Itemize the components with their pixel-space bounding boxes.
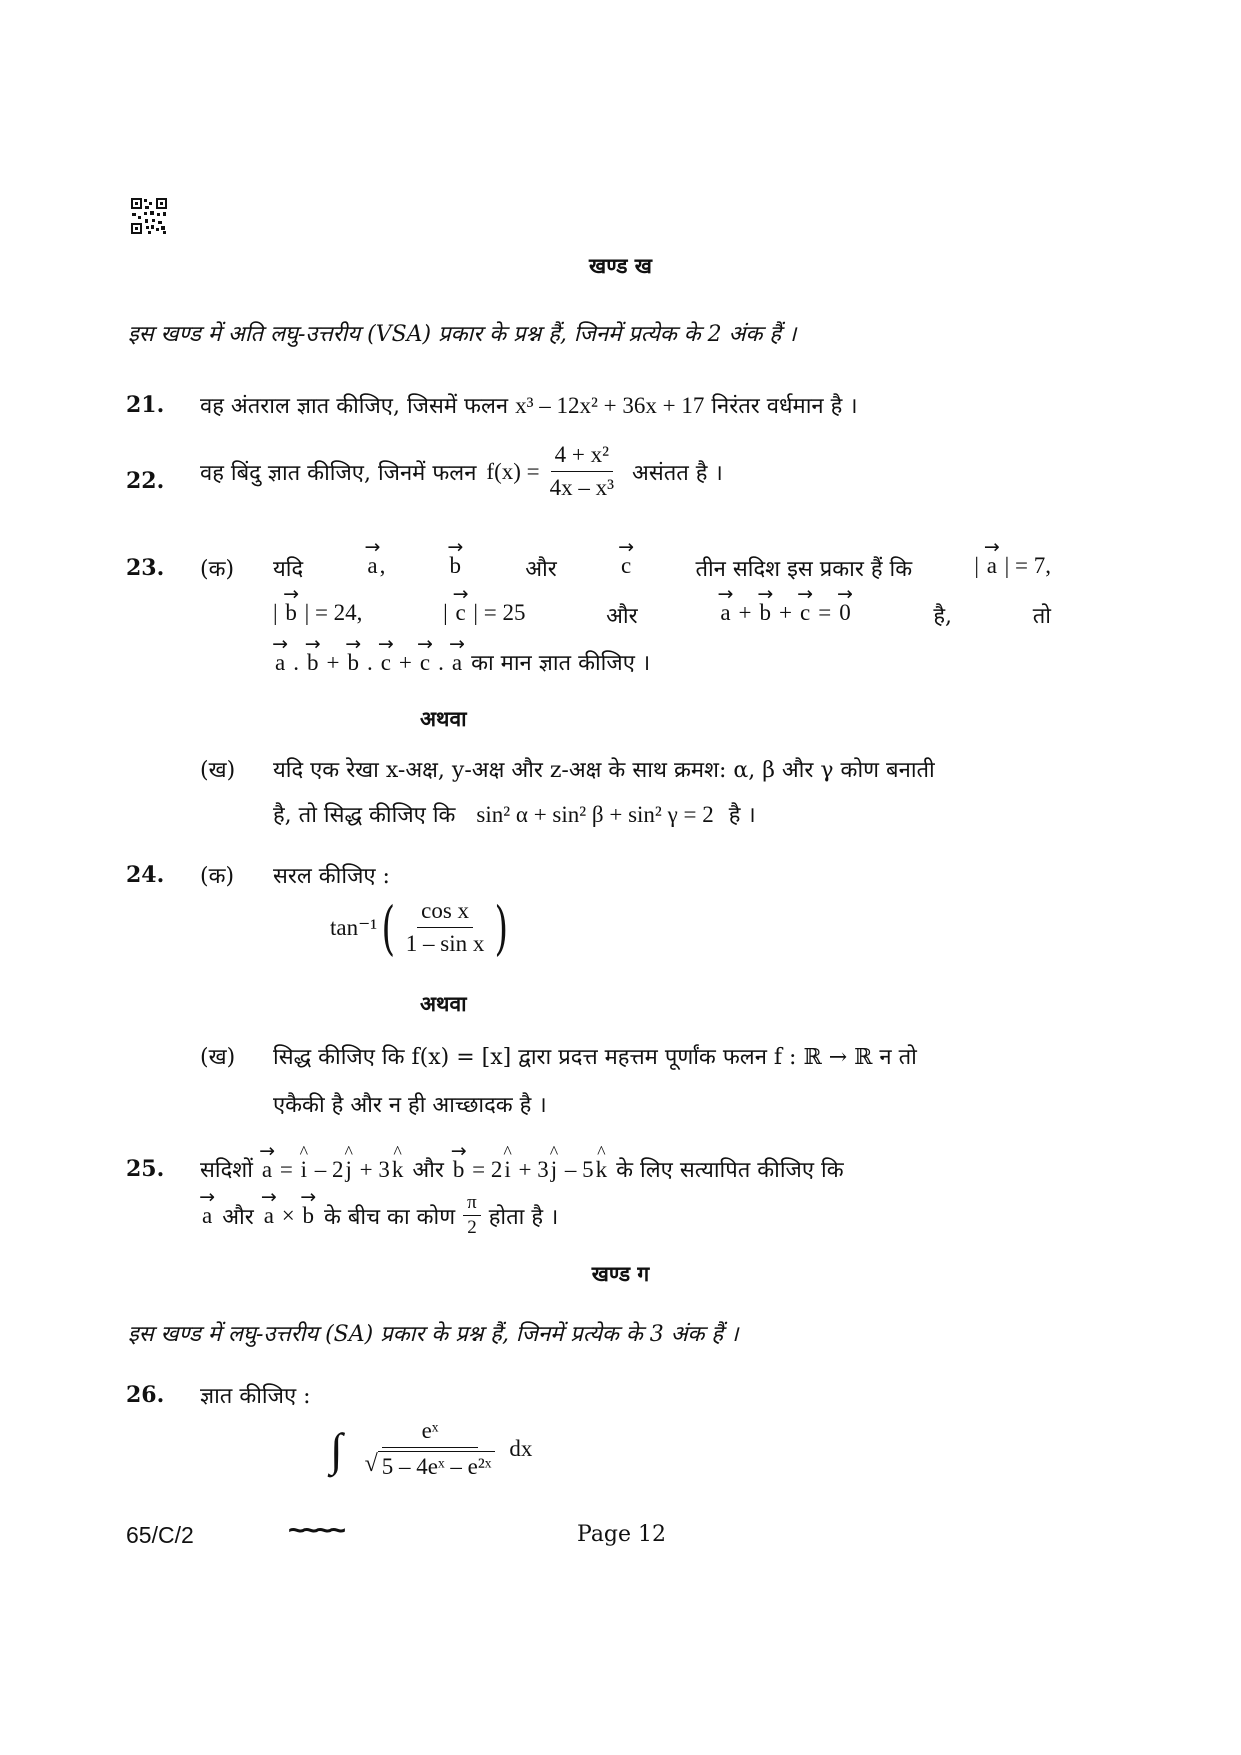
q21-text — [200, 390, 858, 420]
q23-aur: और — [525, 557, 557, 582]
q24-or-label: अथवा — [420, 992, 467, 1016]
q26-text: ज्ञात कीजिए : — [200, 1384, 311, 1409]
q23-line3-text: का मान ज्ञात कीजिए । — [471, 651, 651, 676]
q26-radical-sign: √ — [364, 1451, 378, 1477]
section-b-intro: इस खण्ड में अति लघु-उत्तरीय (VSA) प्रकार के प्रश्न हैं, जिनमें प्रत्येक के 2 अंक हैं । — [128, 322, 797, 347]
q24-numerator: cos x — [417, 898, 473, 928]
section-b-heading: खण्ड ख — [589, 254, 652, 278]
q23-line1-text: तीन सदिश इस प्रकार हैं कि — [695, 557, 913, 582]
q24-part-b-line1: सिद्ध कीजिए कि f(x) = [x] द्वारा प्रदत्त महत्तम पूर्णांक फलन f : ℝ → ℝ न तो — [273, 1045, 917, 1070]
q22-number: 22. — [126, 468, 165, 494]
q25-line1: सदिशों → a = ^ i – 2^ j + 3^ k और → b = 2^ i + 3^ j – 5^ k के लिए सत्यापित कीजिए कि — [200, 1154, 844, 1184]
q25-aur: और — [412, 1158, 444, 1183]
q26-number: 26. — [126, 1382, 165, 1408]
q23-part-b-expression: sin² α + sin² β + sin² γ = 2 — [476, 802, 714, 827]
q25-aur-2: और — [222, 1204, 254, 1230]
q26-denominator — [361, 1448, 500, 1480]
q23-part-b-label: (ख) — [200, 758, 236, 783]
q23-part-b-text-b: है । — [728, 803, 756, 828]
q22-text-a: वह बिंदु ज्ञात कीजिए, जिनमें फलन — [200, 460, 477, 486]
q21-text-a: वह अंतराल ज्ञात कीजिए, जिसमें फलन — [200, 394, 509, 419]
q25-line2-text: के बीच का कोण — [323, 1204, 456, 1230]
footer-page-number: Page 12 — [577, 1522, 667, 1547]
q24-left-paren: ( — [381, 893, 396, 962]
q25-sadishon: सदिशों — [200, 1158, 253, 1183]
q24-expression — [330, 893, 513, 962]
q26-numerator: eˣ — [382, 1418, 479, 1448]
q26-fraction — [361, 1418, 500, 1480]
q25-two: 2 — [467, 1217, 477, 1238]
q25-line2-end: होता है । — [488, 1204, 559, 1230]
section-c-heading: खण्ड ग — [591, 1262, 650, 1286]
q25-line2: → a और → a × → b के बीच का कोण $\frac{\pi}{2}$ होता है । — [200, 1192, 558, 1239]
q23-to: तो — [1032, 604, 1051, 629]
q24-number: 24. — [126, 862, 165, 888]
q22-text-b: असंतत है । — [632, 460, 723, 486]
q23-part-a-label: (क) — [200, 557, 235, 582]
q21-text-b: निरंतर वर्धमान है । — [711, 394, 858, 419]
q22-text — [200, 442, 723, 501]
q23-or-label: अथवा — [420, 707, 467, 731]
q24-tan-inverse: tan⁻¹ — [330, 914, 378, 940]
q21-number: 21. — [126, 392, 165, 418]
q22-denominator: 4x – x³ — [549, 475, 615, 500]
q23-hai: है, — [933, 604, 953, 629]
q23-part-b-line1: यदि एक रेखा x-अक्ष, y-अक्ष और z-अक्ष के साथ क्रमश: α, β और γ कोण बनाती — [273, 758, 935, 783]
q25-line1-text: के लिए सत्यापित कीजिए कि — [616, 1158, 844, 1183]
q23-zero-vector: → 0 — [837, 600, 853, 626]
q22-numerator: 4 + x² — [551, 442, 613, 472]
q25-pi-over-2 — [463, 1192, 481, 1239]
q23-number: 23. — [126, 555, 165, 581]
q23-line1: यदि → a, → b और → c तीन सदिश इस प्रकार हैं कि | → a | = 7, — [273, 553, 1051, 583]
q25-number: 25. — [126, 1156, 165, 1182]
footer-paper-code: 65/C/2 — [126, 1522, 194, 1548]
q25-pi: π — [463, 1192, 481, 1216]
q24-right-paren: ) — [494, 893, 509, 962]
q24-denominator: 1 – sin x — [405, 931, 485, 956]
q26-integral-expression — [330, 1418, 532, 1480]
q23-yadi: यदि — [273, 557, 304, 582]
q23-line3: → a .→ b +→ b .→ c +→ c .→ a का मान ज्ञात कीजिए । — [273, 647, 650, 677]
q26-integral-sign: ∫ — [330, 1423, 343, 1475]
footer-wave-decoration: ~~~~ — [288, 1514, 343, 1547]
q24-part-a-text: सरल कीजिए : — [273, 864, 390, 889]
q26-radicand: 5 – 4eˣ – e²ˣ — [378, 1451, 496, 1480]
q23-mod-b: | = 24, — [304, 600, 363, 625]
qr-code-image — [130, 197, 168, 235]
q24-fraction — [402, 898, 489, 957]
q26-dx: dx — [509, 1436, 533, 1461]
q23-part-b-line2 — [273, 799, 756, 829]
q22-fraction — [546, 442, 618, 501]
q23-aur-2: और — [606, 604, 638, 629]
q23-line2: | → b | = 24, | → c | = 25 और → a +→ b +→ c =→ 0 है, तो — [273, 600, 1051, 630]
q23-mod-c: | = 25 — [473, 600, 526, 625]
q24-part-b-line2: एकैकी है और न ही आच्छादक है । — [273, 1093, 547, 1118]
q23-mod-a: | = 7, — [1004, 553, 1051, 578]
q24-part-b-label: (ख) — [200, 1045, 236, 1070]
section-c-intro: इस खण्ड में लघु-उत्तरीय (SA) प्रकार के प्रश्न हैं, जिनमें प्रत्येक के 3 अंक हैं । — [128, 1322, 739, 1347]
q22-fx: f(x) = — [486, 458, 540, 484]
q23-part-b-text-a: है, तो सिद्ध कीजिए कि — [273, 803, 456, 828]
q24-part-a-label: (क) — [200, 864, 235, 889]
q21-expression: x³ – 12x² + 36x + 17 — [515, 393, 705, 418]
